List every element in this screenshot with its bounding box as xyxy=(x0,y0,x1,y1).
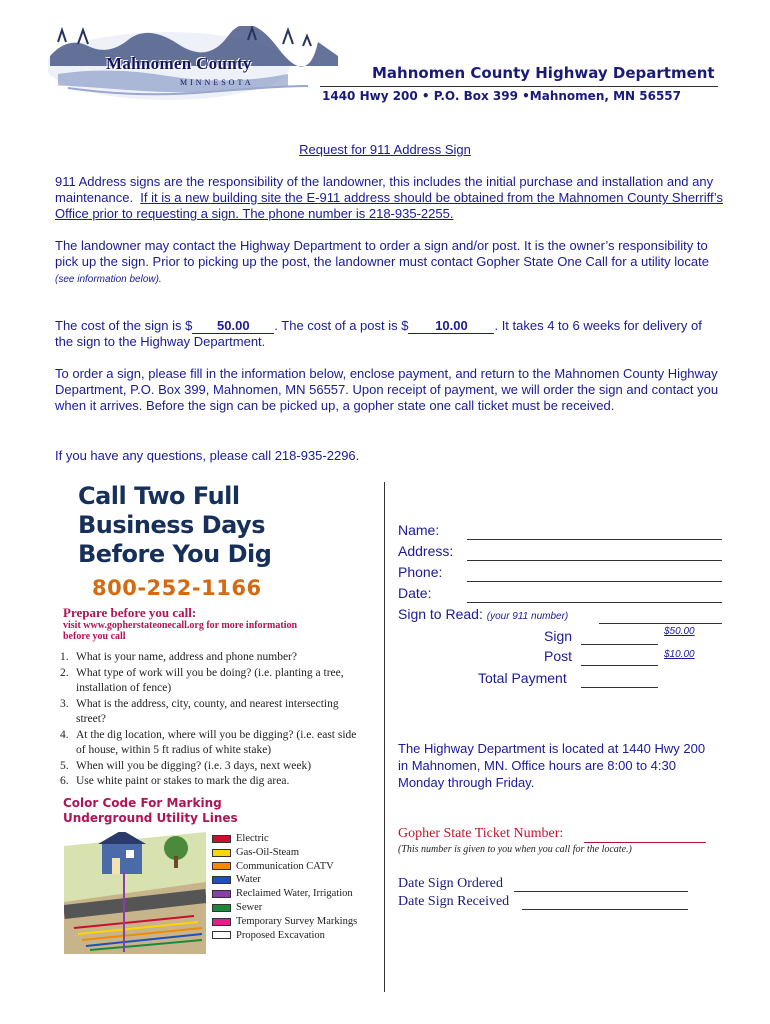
electric-swatch-icon xyxy=(212,835,231,843)
sewer-swatch-icon xyxy=(212,904,231,912)
prepare-subtitle: visit www.gopherstateonecall.org for more information before you call xyxy=(63,620,298,642)
call-steps-list xyxy=(60,650,360,790)
phone-field[interactable] xyxy=(467,580,722,582)
paragraph-questions: If you have any questions, please call 218-935-2296. xyxy=(55,448,360,463)
call-headline-line: Business Days xyxy=(78,511,265,539)
call-headline-line: Call Two Full xyxy=(78,482,240,510)
paragraph-responsibility xyxy=(55,174,723,222)
department-name: Mahnomen County Highway Department xyxy=(372,64,715,82)
list-item: 2. What type of work will you be doing? (i.e. planting a tree, installation of fence) xyxy=(60,666,344,694)
call-headline-line: Before You Dig xyxy=(78,540,272,568)
legend-item: Proposed Excavation xyxy=(212,929,357,943)
legend-item: Sewer xyxy=(212,901,357,915)
list-item: 4. At the dig location, where will you be digging? (i.e. east side of house, within 5 ft radius of white stake) xyxy=(60,728,357,756)
color-legend xyxy=(212,832,357,942)
water-swatch-icon xyxy=(212,876,231,884)
legend-item: Electric xyxy=(212,832,357,846)
gas-swatch-icon xyxy=(212,849,231,857)
logo-wordmark: Mahnomen County xyxy=(106,54,252,73)
sign-label: Sign xyxy=(544,628,573,644)
date-sign-received-label: Date Sign Received xyxy=(398,894,510,909)
post-cost-value: 10.00 xyxy=(408,319,494,334)
excavation-swatch-icon xyxy=(212,931,231,939)
department-address: 1440 Hwy 200 • P.O. Box 399 •Mahnomen, MN 56557 xyxy=(322,89,682,103)
communication-swatch-icon xyxy=(212,862,231,870)
one-call-phone: 800-252-1166 xyxy=(92,576,262,600)
color-code-title-line: Color Code For Marking xyxy=(63,796,222,810)
date-label: Date: xyxy=(398,585,432,601)
gopher-ticket-text: Gopher State Ticket Number: xyxy=(398,826,564,841)
gopher-ticket-label xyxy=(398,826,563,842)
name-field[interactable] xyxy=(467,538,722,540)
cost-text-c: . It takes 4 to 6 weeks for delivery of the sign to the Highway Department. xyxy=(55,318,702,349)
list-item: 3. What is the address, city, county, and nearest intersecting street? xyxy=(60,697,339,725)
address-label: Address: xyxy=(398,543,454,559)
cost-text-a: The cost of the sign is $ xyxy=(55,318,193,333)
dig-scene-illustration xyxy=(64,832,206,954)
survey-swatch-icon xyxy=(212,918,231,926)
county-logo xyxy=(48,26,340,106)
house-utility-lines-icon xyxy=(64,832,206,954)
paragraph-instructions: To order a sign, please fill in the information below, enclose payment, and return to the Mahnomen County Highway Department, P.O. Box 399, Mahnomen, MN 56557. Upon receipt of payment, we will order the sign and contact you when it arrives. Before the sign can be picked up, a gopher state one call ticket must be received. xyxy=(55,366,719,413)
call-headline xyxy=(78,482,271,569)
color-code-title-line: Underground Utility Lines xyxy=(63,811,238,825)
list-item: 5. When will you be digging? (i.e. 3 days, next week) xyxy=(60,759,312,772)
sign-to-read-label xyxy=(398,606,568,622)
cost-text-b: . The cost of a post is $ xyxy=(274,318,409,333)
sign-to-read-field[interactable] xyxy=(599,622,722,624)
office-info: The Highway Department is located at 1440 Hwy 200 in Mahnomen, MN. Office hours are 8:00 to 4:30 Monday through Friday. xyxy=(398,741,706,790)
legend-item: Temporary Survey Markings xyxy=(212,915,357,929)
date-sign-ordered-field[interactable] xyxy=(514,890,688,892)
paragraph-ordering-note: (see information below). xyxy=(55,274,162,285)
legend-item: Communication CATV xyxy=(212,860,357,874)
sign-price: $50.00 xyxy=(664,626,695,637)
gopher-ticket-note: (This number is given to you when you call for the locate.) xyxy=(398,844,632,855)
post-amount-field[interactable] xyxy=(581,664,658,666)
date-sign-ordered-label: Date Sign Ordered xyxy=(398,876,503,891)
paragraph-ordering xyxy=(55,238,723,288)
gopher-ticket-field[interactable] xyxy=(584,842,706,843)
post-label: Post xyxy=(544,648,573,664)
color-code-title xyxy=(63,796,238,826)
sign-amount-field[interactable] xyxy=(581,643,658,645)
paragraph-responsibility-text: 911 Address signs are the responsibility of the landowner, this includes the initial purchase and installation and any maintenance. xyxy=(55,174,714,205)
list-item: 1. What is your name, address and phone number? xyxy=(60,651,297,663)
sign-to-read-text: Sign to Read: xyxy=(398,606,483,622)
sign-to-read-note: (your 911 number) xyxy=(486,611,569,622)
total-payment-field[interactable] xyxy=(581,686,658,688)
post-price: $10.00 xyxy=(664,649,695,660)
prepare-title: Prepare before you call: xyxy=(63,605,197,620)
column-divider xyxy=(384,482,385,992)
reclaimed-water-swatch-icon xyxy=(212,890,231,898)
legend-item: Gas-Oil-Steam xyxy=(212,846,357,860)
paragraph-cost xyxy=(55,318,723,350)
address-field[interactable] xyxy=(467,559,722,561)
total-payment-label: Total Payment xyxy=(478,670,567,686)
list-item: 6. Use white paint or stakes to mark the dig area. xyxy=(60,775,290,787)
document-title: Request for 911 Address Sign xyxy=(299,142,471,157)
header-rule xyxy=(320,86,718,87)
paragraph-responsibility-notice: If it is a new building site the E-911 address should be obtained from the Mahnomen County Sherriff’s Office prior to requesting a sign. The phone number is 218-935-2255. xyxy=(55,190,723,221)
legend-item: Reclaimed Water, Irrigation xyxy=(212,887,357,901)
sign-cost-value: 50.00 xyxy=(192,319,274,334)
date-field[interactable] xyxy=(467,601,722,603)
date-sign-received-field[interactable] xyxy=(522,908,688,910)
name-label: Name: xyxy=(398,522,440,538)
logo-state: MINNESOTA xyxy=(180,78,254,87)
legend-item: Water xyxy=(212,873,357,887)
phone-label: Phone: xyxy=(398,564,443,580)
paragraph-ordering-text: The landowner may contact the Highway Department to order a sign and/or post. It is the owner’s responsibility to pick up the sign. Prior to picking up the post, the landowner must contact Gopher State One Call for a utility locate xyxy=(55,238,709,269)
